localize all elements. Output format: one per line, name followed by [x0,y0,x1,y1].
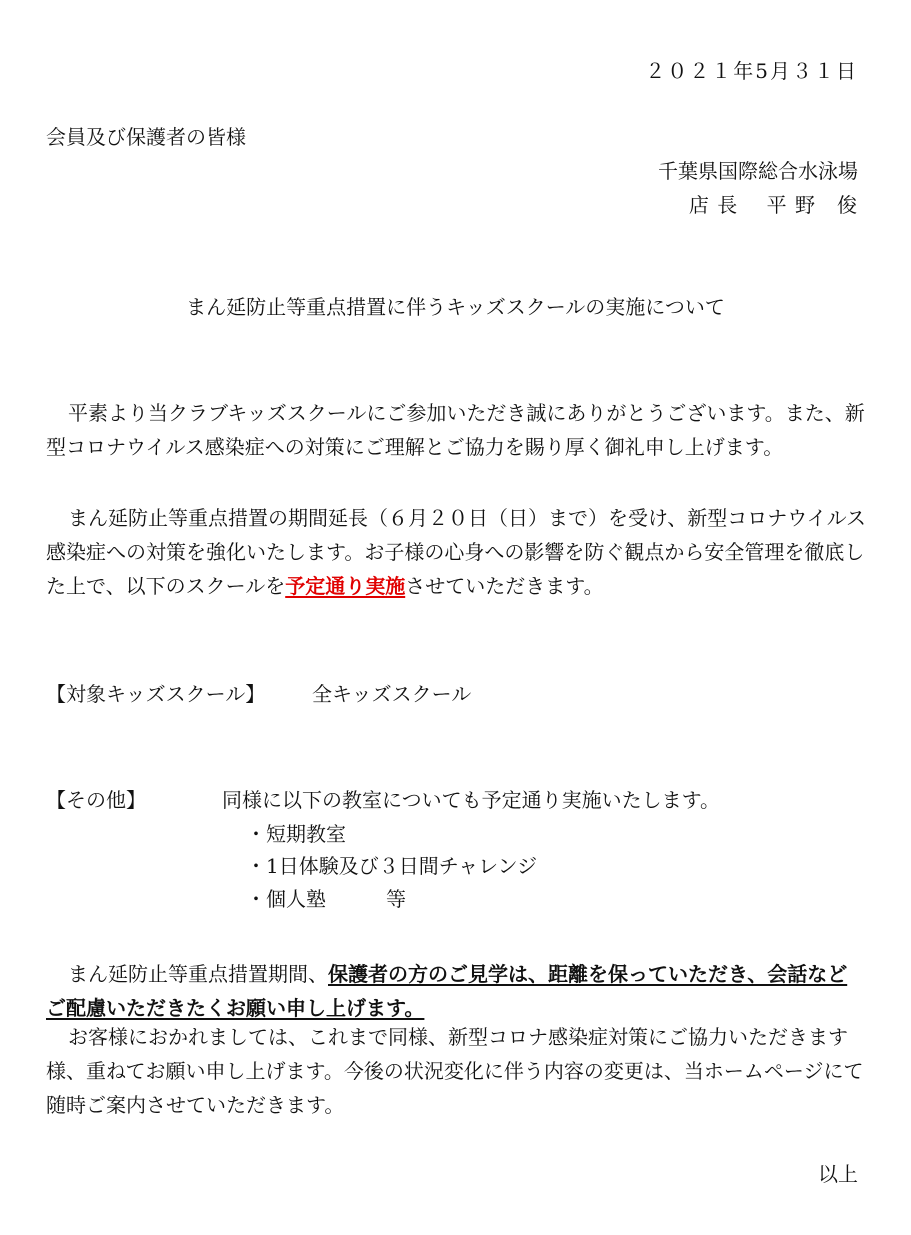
sender-name: 店 長 平 野 俊 [688,193,858,217]
target-label: 【対象キッズスクール】 [46,682,266,706]
closing-text: 以上 [818,1162,858,1186]
list-item: ・1日体験及び３日間チャレンジ [246,854,538,878]
body-paragraph-3 [46,957,866,1025]
other-label: 【その他】 [46,788,146,812]
salutation: 会員及び保護者の皆様 [46,125,246,149]
document-date: ２０２１年5月３１日 [645,59,858,83]
list-item: ・個人塾 等 [246,887,406,911]
sender-organization: 千葉県国際総合水泳場 [658,159,858,183]
paragraph-text: まん延防止等重点措置期間、 [68,962,328,986]
other-text: 同様に以下の教室についても予定通り実施いたします。 [222,788,720,812]
target-value: 全キッズスクール [312,682,472,706]
emphasis-text: 予定通り実施 [285,574,406,598]
paragraph-text: まん延防止等重点措置の期間延長（６月２０日（日）まで）を受け、新型コロナウイルス感染症への対策を強化いたします。お子様の心身への影響を防ぐ観点から安全管理を徹底した上で、以下のスクールを [46,506,866,598]
paragraph-text: 平素より当クラブキッズスクールにご参加いただき誠にありがとうございます。また、新型コロナウイルス感染症への対策にご理解とご協力を賜り厚く御礼申し上げます。 [46,401,865,459]
paragraph-text: お客様におかれましては、これまで同様、新型コロナ感染症対策にご協力いただきます様、重ねてお願い申し上げます。今後の状況変化に伴う内容の変更は、当ホームページにて随時ご案内させていただきます。 [46,1025,864,1117]
document-title: まん延防止等重点措置に伴うキッズスクールの実施について [186,295,725,319]
emphasis-text: 保護者の方のご見学は、距離を保っていただき、会話などご配慮いただきたくお願い申し上げます。 [46,962,848,1020]
body-paragraph-1 [46,396,866,464]
body-paragraph-4 [46,1020,866,1122]
body-paragraph-2 [46,501,866,603]
list-item: ・短期教室 [246,822,346,846]
paragraph-text: させていただきます。 [405,574,604,598]
